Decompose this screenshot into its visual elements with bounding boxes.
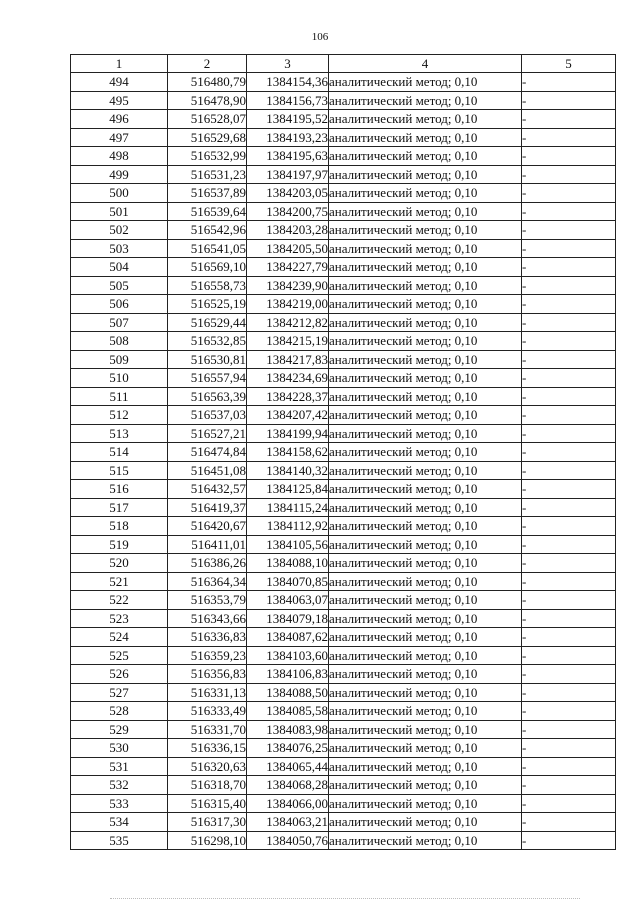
note-cell: - — [522, 202, 616, 221]
table-row — [71, 813, 616, 832]
coordinate-y-cell: 1384076,25 — [247, 739, 329, 758]
coordinate-x-cell: 516336,83 — [168, 628, 247, 647]
coordinate-y-cell: 1384197,97 — [247, 165, 329, 184]
table-row — [71, 646, 616, 665]
coordinate-y-cell: 1384156,73 — [247, 91, 329, 110]
coordinate-y-cell: 1384085,58 — [247, 702, 329, 721]
coordinate-y-cell: 1384234,69 — [247, 369, 329, 388]
method-accuracy-cell: аналитический метод; 0,10 — [329, 295, 522, 314]
note-cell: - — [522, 646, 616, 665]
coordinate-x-cell: 516353,79 — [168, 591, 247, 610]
method-accuracy-cell: аналитический метод; 0,10 — [329, 831, 522, 850]
method-accuracy-cell: аналитический метод; 0,10 — [329, 646, 522, 665]
table-row — [71, 258, 616, 277]
note-cell: - — [522, 387, 616, 406]
table-header-row — [71, 55, 616, 73]
point-number-cell: 501 — [71, 202, 168, 221]
table-row — [71, 313, 616, 332]
method-accuracy-cell: аналитический метод; 0,10 — [329, 443, 522, 462]
method-accuracy-cell: аналитический метод; 0,10 — [329, 498, 522, 517]
coordinate-x-cell: 516557,94 — [168, 369, 247, 388]
note-cell: - — [522, 147, 616, 166]
point-number-cell: 535 — [71, 831, 168, 850]
coordinate-y-cell: 1384063,21 — [247, 813, 329, 832]
note-cell: - — [522, 739, 616, 758]
point-number-cell: 520 — [71, 554, 168, 573]
coordinate-y-cell: 1384203,28 — [247, 221, 329, 240]
note-cell: - — [522, 239, 616, 258]
point-number-cell: 507 — [71, 313, 168, 332]
point-number-cell: 494 — [71, 73, 168, 92]
method-accuracy-cell: аналитический метод; 0,10 — [329, 276, 522, 295]
method-accuracy-cell: аналитический метод; 0,10 — [329, 739, 522, 758]
coordinate-x-cell: 516530,81 — [168, 350, 247, 369]
note-cell: - — [522, 424, 616, 443]
header-col-3: 3 — [247, 55, 329, 73]
point-number-cell: 496 — [71, 110, 168, 129]
point-number-cell: 529 — [71, 720, 168, 739]
coordinate-x-cell: 516528,07 — [168, 110, 247, 129]
note-cell: - — [522, 221, 616, 240]
table-row — [71, 276, 616, 295]
coordinate-x-cell: 516359,23 — [168, 646, 247, 665]
coordinate-x-cell: 516539,64 — [168, 202, 247, 221]
note-cell: - — [522, 443, 616, 462]
coordinate-x-cell: 516364,34 — [168, 572, 247, 591]
note-cell: - — [522, 609, 616, 628]
point-number-cell: 516 — [71, 480, 168, 499]
note-cell: - — [522, 554, 616, 573]
coordinate-y-cell: 1384154,36 — [247, 73, 329, 92]
coordinate-x-cell: 516563,39 — [168, 387, 247, 406]
table-row — [71, 720, 616, 739]
coordinate-y-cell: 1384068,28 — [247, 776, 329, 795]
table-row — [71, 350, 616, 369]
coordinate-y-cell: 1384083,98 — [247, 720, 329, 739]
table-row — [71, 554, 616, 573]
coordinate-y-cell: 1384193,23 — [247, 128, 329, 147]
table-row — [71, 461, 616, 480]
note-cell: - — [522, 313, 616, 332]
point-number-cell: 524 — [71, 628, 168, 647]
table-row — [71, 665, 616, 684]
method-accuracy-cell: аналитический метод; 0,10 — [329, 165, 522, 184]
method-accuracy-cell: аналитический метод; 0,10 — [329, 535, 522, 554]
coordinate-y-cell: 1384217,83 — [247, 350, 329, 369]
coordinate-y-cell: 1384227,79 — [247, 258, 329, 277]
coordinate-y-cell: 1384140,32 — [247, 461, 329, 480]
method-accuracy-cell: аналитический метод; 0,10 — [329, 720, 522, 739]
table-row — [71, 591, 616, 610]
coordinate-x-cell: 516343,66 — [168, 609, 247, 628]
note-cell: - — [522, 91, 616, 110]
method-accuracy-cell: аналитический метод; 0,10 — [329, 387, 522, 406]
coordinate-x-cell: 516333,49 — [168, 702, 247, 721]
coordinate-x-cell: 516531,23 — [168, 165, 247, 184]
coordinate-y-cell: 1384125,84 — [247, 480, 329, 499]
point-number-cell: 498 — [71, 147, 168, 166]
table-row — [71, 794, 616, 813]
coordinate-x-cell: 516569,10 — [168, 258, 247, 277]
table-row — [71, 628, 616, 647]
table-row — [71, 517, 616, 536]
note-cell: - — [522, 480, 616, 499]
coordinate-x-cell: 516298,10 — [168, 831, 247, 850]
note-cell: - — [522, 406, 616, 425]
coordinate-x-cell: 516558,73 — [168, 276, 247, 295]
note-cell: - — [522, 165, 616, 184]
method-accuracy-cell: аналитический метод; 0,10 — [329, 757, 522, 776]
coordinate-y-cell: 1384228,37 — [247, 387, 329, 406]
coordinate-x-cell: 516537,03 — [168, 406, 247, 425]
note-cell: - — [522, 461, 616, 480]
note-cell: - — [522, 276, 616, 295]
coordinates-table — [70, 54, 616, 850]
point-number-cell: 504 — [71, 258, 168, 277]
method-accuracy-cell: аналитический метод; 0,10 — [329, 73, 522, 92]
table-row — [71, 776, 616, 795]
note-cell: - — [522, 295, 616, 314]
point-number-cell: 522 — [71, 591, 168, 610]
table-row — [71, 387, 616, 406]
coordinate-x-cell: 516480,79 — [168, 73, 247, 92]
coordinate-x-cell: 516420,67 — [168, 517, 247, 536]
coordinate-y-cell: 1384070,85 — [247, 572, 329, 591]
coordinate-x-cell: 516356,83 — [168, 665, 247, 684]
table-row — [71, 202, 616, 221]
table-body — [71, 73, 616, 850]
method-accuracy-cell: аналитический метод; 0,10 — [329, 406, 522, 425]
method-accuracy-cell: аналитический метод; 0,10 — [329, 517, 522, 536]
method-accuracy-cell: аналитический метод; 0,10 — [329, 128, 522, 147]
coordinate-x-cell: 516529,44 — [168, 313, 247, 332]
table-row — [71, 480, 616, 499]
note-cell: - — [522, 572, 616, 591]
coordinate-x-cell: 516336,15 — [168, 739, 247, 758]
note-cell: - — [522, 665, 616, 684]
note-cell: - — [522, 498, 616, 517]
table-row — [71, 609, 616, 628]
point-number-cell: 532 — [71, 776, 168, 795]
coordinate-y-cell: 1384212,82 — [247, 313, 329, 332]
coordinate-x-cell: 516529,68 — [168, 128, 247, 147]
coordinate-x-cell: 516541,05 — [168, 239, 247, 258]
note-cell: - — [522, 683, 616, 702]
point-number-cell: 514 — [71, 443, 168, 462]
point-number-cell: 525 — [71, 646, 168, 665]
note-cell: - — [522, 776, 616, 795]
note-cell: - — [522, 369, 616, 388]
coordinate-y-cell: 1384105,56 — [247, 535, 329, 554]
point-number-cell: 509 — [71, 350, 168, 369]
method-accuracy-cell: аналитический метод; 0,10 — [329, 221, 522, 240]
method-accuracy-cell: аналитический метод; 0,10 — [329, 332, 522, 351]
method-accuracy-cell: аналитический метод; 0,10 — [329, 813, 522, 832]
table-row — [71, 572, 616, 591]
table-row — [71, 535, 616, 554]
note-cell: - — [522, 258, 616, 277]
method-accuracy-cell: аналитический метод; 0,10 — [329, 258, 522, 277]
method-accuracy-cell: аналитический метод; 0,10 — [329, 110, 522, 129]
table-row — [71, 739, 616, 758]
point-number-cell: 533 — [71, 794, 168, 813]
coordinate-y-cell: 1384063,07 — [247, 591, 329, 610]
note-cell: - — [522, 110, 616, 129]
table-row — [71, 702, 616, 721]
coordinate-y-cell: 1384115,24 — [247, 498, 329, 517]
coordinate-x-cell: 516478,90 — [168, 91, 247, 110]
method-accuracy-cell: аналитический метод; 0,10 — [329, 424, 522, 443]
point-number-cell: 502 — [71, 221, 168, 240]
point-number-cell: 528 — [71, 702, 168, 721]
coordinate-x-cell: 516331,13 — [168, 683, 247, 702]
coordinate-x-cell: 516532,85 — [168, 332, 247, 351]
point-number-cell: 495 — [71, 91, 168, 110]
table-row — [71, 332, 616, 351]
point-number-cell: 505 — [71, 276, 168, 295]
coordinate-x-cell: 516331,70 — [168, 720, 247, 739]
coordinate-x-cell: 516317,30 — [168, 813, 247, 832]
table-row — [71, 73, 616, 92]
point-number-cell: 515 — [71, 461, 168, 480]
coordinate-y-cell: 1384112,92 — [247, 517, 329, 536]
method-accuracy-cell: аналитический метод; 0,10 — [329, 147, 522, 166]
coordinate-x-cell: 516315,40 — [168, 794, 247, 813]
coordinate-y-cell: 1384195,63 — [247, 147, 329, 166]
table-row — [71, 295, 616, 314]
point-number-cell: 523 — [71, 609, 168, 628]
point-number-cell: 530 — [71, 739, 168, 758]
table-row — [71, 110, 616, 129]
method-accuracy-cell: аналитический метод; 0,10 — [329, 683, 522, 702]
coordinate-x-cell: 516474,84 — [168, 443, 247, 462]
method-accuracy-cell: аналитический метод; 0,10 — [329, 313, 522, 332]
note-cell: - — [522, 73, 616, 92]
point-number-cell: 531 — [71, 757, 168, 776]
method-accuracy-cell: аналитический метод; 0,10 — [329, 572, 522, 591]
table-row — [71, 369, 616, 388]
point-number-cell: 500 — [71, 184, 168, 203]
point-number-cell: 510 — [71, 369, 168, 388]
note-cell: - — [522, 702, 616, 721]
coordinate-y-cell: 1384207,42 — [247, 406, 329, 425]
point-number-cell: 526 — [71, 665, 168, 684]
coordinate-y-cell: 1384065,44 — [247, 757, 329, 776]
point-number-cell: 511 — [71, 387, 168, 406]
table-row — [71, 184, 616, 203]
point-number-cell: 518 — [71, 517, 168, 536]
method-accuracy-cell: аналитический метод; 0,10 — [329, 202, 522, 221]
method-accuracy-cell: аналитический метод; 0,10 — [329, 91, 522, 110]
note-cell: - — [522, 831, 616, 850]
coordinate-y-cell: 1384219,00 — [247, 295, 329, 314]
coordinate-y-cell: 1384158,62 — [247, 443, 329, 462]
table-row — [71, 683, 616, 702]
coordinate-y-cell: 1384199,94 — [247, 424, 329, 443]
coordinate-y-cell: 1384195,52 — [247, 110, 329, 129]
note-cell: - — [522, 350, 616, 369]
point-number-cell: 508 — [71, 332, 168, 351]
coordinate-x-cell: 516532,99 — [168, 147, 247, 166]
note-cell: - — [522, 794, 616, 813]
table-row — [71, 221, 616, 240]
table-row — [71, 239, 616, 258]
note-cell: - — [522, 535, 616, 554]
coordinate-x-cell: 516537,89 — [168, 184, 247, 203]
coordinate-y-cell: 1384205,50 — [247, 239, 329, 258]
header-col-5: 5 — [522, 55, 616, 73]
method-accuracy-cell: аналитический метод; 0,10 — [329, 591, 522, 610]
note-cell: - — [522, 628, 616, 647]
coordinate-y-cell: 1384050,76 — [247, 831, 329, 850]
coordinate-y-cell: 1384088,50 — [247, 683, 329, 702]
note-cell: - — [522, 757, 616, 776]
note-cell: - — [522, 813, 616, 832]
method-accuracy-cell: аналитический метод; 0,10 — [329, 628, 522, 647]
note-cell: - — [522, 184, 616, 203]
point-number-cell: 497 — [71, 128, 168, 147]
table-row — [71, 91, 616, 110]
point-number-cell: 503 — [71, 239, 168, 258]
coordinate-x-cell: 516419,37 — [168, 498, 247, 517]
header-col-2: 2 — [168, 55, 247, 73]
header-col-1: 1 — [71, 55, 168, 73]
note-cell: - — [522, 332, 616, 351]
footer-scan-artifact — [110, 898, 580, 901]
point-number-cell: 519 — [71, 535, 168, 554]
point-number-cell: 513 — [71, 424, 168, 443]
point-number-cell: 506 — [71, 295, 168, 314]
point-number-cell: 499 — [71, 165, 168, 184]
point-number-cell: 512 — [71, 406, 168, 425]
table-row — [71, 165, 616, 184]
coordinate-x-cell: 516320,63 — [168, 757, 247, 776]
note-cell: - — [522, 128, 616, 147]
coordinate-y-cell: 1384239,90 — [247, 276, 329, 295]
method-accuracy-cell: аналитический метод; 0,10 — [329, 369, 522, 388]
coordinate-y-cell: 1384079,18 — [247, 609, 329, 628]
table-row — [71, 443, 616, 462]
method-accuracy-cell: аналитический метод; 0,10 — [329, 239, 522, 258]
coordinate-x-cell: 516386,26 — [168, 554, 247, 573]
table-row — [71, 128, 616, 147]
coordinate-x-cell: 516527,21 — [168, 424, 247, 443]
coordinate-x-cell: 516451,08 — [168, 461, 247, 480]
method-accuracy-cell: аналитический метод; 0,10 — [329, 794, 522, 813]
coordinate-y-cell: 1384106,83 — [247, 665, 329, 684]
coordinate-y-cell: 1384087,62 — [247, 628, 329, 647]
method-accuracy-cell: аналитический метод; 0,10 — [329, 554, 522, 573]
table-row — [71, 831, 616, 850]
coordinate-y-cell: 1384200,75 — [247, 202, 329, 221]
point-number-cell: 517 — [71, 498, 168, 517]
point-number-cell: 534 — [71, 813, 168, 832]
table-row — [71, 498, 616, 517]
point-number-cell: 521 — [71, 572, 168, 591]
note-cell: - — [522, 591, 616, 610]
method-accuracy-cell: аналитический метод; 0,10 — [329, 776, 522, 795]
coordinate-x-cell: 516411,01 — [168, 535, 247, 554]
table-row — [71, 757, 616, 776]
coordinate-x-cell: 516542,96 — [168, 221, 247, 240]
method-accuracy-cell: аналитический метод; 0,10 — [329, 702, 522, 721]
method-accuracy-cell: аналитический метод; 0,10 — [329, 184, 522, 203]
coordinate-y-cell: 1384203,05 — [247, 184, 329, 203]
method-accuracy-cell: аналитический метод; 0,10 — [329, 461, 522, 480]
coordinate-x-cell: 516432,57 — [168, 480, 247, 499]
method-accuracy-cell: аналитический метод; 0,10 — [329, 350, 522, 369]
coordinate-x-cell: 516525,19 — [168, 295, 247, 314]
method-accuracy-cell: аналитический метод; 0,10 — [329, 480, 522, 499]
table-row — [71, 406, 616, 425]
method-accuracy-cell: аналитический метод; 0,10 — [329, 665, 522, 684]
coordinate-y-cell: 1384088,10 — [247, 554, 329, 573]
note-cell: - — [522, 720, 616, 739]
note-cell: - — [522, 517, 616, 536]
header-col-4: 4 — [329, 55, 522, 73]
method-accuracy-cell: аналитический метод; 0,10 — [329, 609, 522, 628]
coordinate-y-cell: 1384103,60 — [247, 646, 329, 665]
coordinate-y-cell: 1384066,00 — [247, 794, 329, 813]
coordinate-y-cell: 1384215,19 — [247, 332, 329, 351]
coordinate-x-cell: 516318,70 — [168, 776, 247, 795]
table-row — [71, 424, 616, 443]
table-row — [71, 147, 616, 166]
point-number-cell: 527 — [71, 683, 168, 702]
page-number: 106 — [311, 31, 329, 43]
